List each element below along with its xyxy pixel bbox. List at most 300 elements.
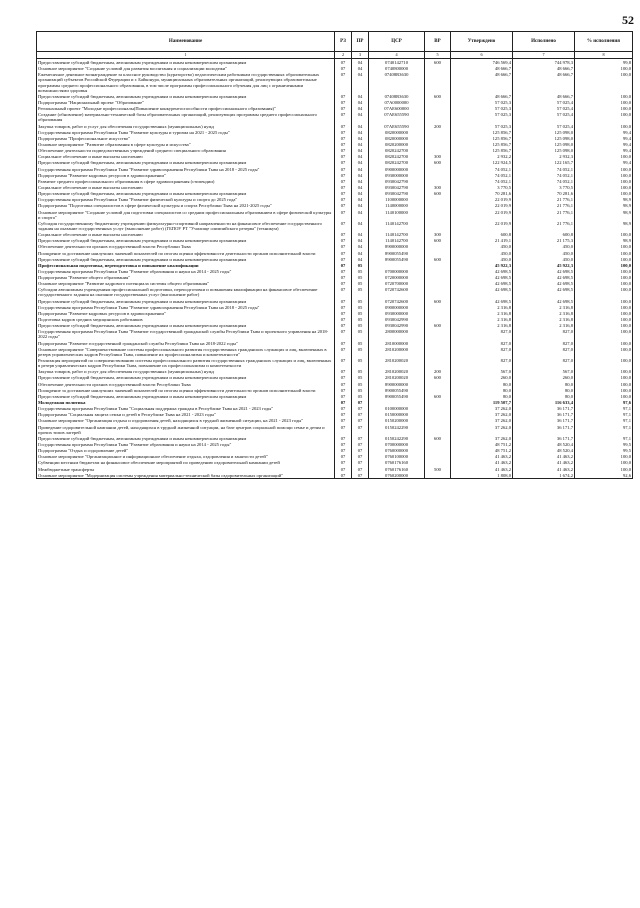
row-percent: 97,6 <box>575 399 633 405</box>
row-executed: 2 316,8 <box>513 322 575 328</box>
row-name: Предоставление субсидий бюджетным, автономным учреждениям и иным некоммерческим организациям <box>37 159 335 165</box>
row-name: Социальное обеспечение и иные выплаты населению <box>37 231 335 237</box>
row-name: Государственная программа Республики Тыва "Развитие образования и науки на 2014 - 2025 годы" <box>37 441 335 447</box>
row-csr: 8900000000 <box>369 381 425 387</box>
row-approved: 37 262,0 <box>451 435 513 441</box>
row-pr: 04 <box>352 202 369 208</box>
table-row <box>37 357 633 368</box>
row-pr: 05 <box>352 298 369 304</box>
row-name: Реализация мероприятий по совершенствованию системы профессионального развития государственных гражданских служащих и лиц, включенных в резерв управленческих кадров Республики Тыва, повышение их профессионализма и компетентности <box>37 357 335 368</box>
row-name: Государственная программа Республики Тыва "Развитие государственной гражданской службы Республики Тыва и проектного управления на 2018-2022 годы" <box>37 328 335 339</box>
row-percent: 100,0 <box>575 286 633 297</box>
row-name: Предоставление субсидий бюджетным, автономным учреждениям и иным некоммерческим организациям <box>37 237 335 243</box>
row-pr: 04 <box>352 166 369 172</box>
row-pr: 07 <box>352 417 369 423</box>
row-executed: 450,0 <box>513 256 575 262</box>
row-percent: 98,9 <box>575 209 633 220</box>
row-vr <box>425 328 451 339</box>
row-csr: 0760176160 <box>369 466 425 472</box>
row-approved: 74 052,1 <box>451 172 513 178</box>
row-csr: 0930042790 <box>369 184 425 190</box>
row-name: Субвенции местным бюджетам на финансовое обеспечение мероприятий по проведению оздоровительной кампании детей <box>37 459 335 465</box>
row-executed: 48 520,4 <box>513 447 575 453</box>
row-name: Подпрограмма "Развитие государственной гражданской службы Республики Тыва на 2018-2022 годы" <box>37 340 335 346</box>
row-pr: 04 <box>352 93 369 99</box>
row-executed: 36 171,7 <box>513 435 575 441</box>
row-percent: 98,9 <box>575 196 633 202</box>
row-percent: 100,0 <box>575 99 633 105</box>
row-pr: 05 <box>352 268 369 274</box>
row-csr: 2810200000 <box>369 346 425 357</box>
row-pr: 04 <box>352 178 369 184</box>
row-rz: 07 <box>335 141 352 147</box>
row-percent: 100,0 <box>575 190 633 196</box>
row-rz: 07 <box>335 190 352 196</box>
row-pr: 04 <box>352 237 369 243</box>
row-csr: 0740800000 <box>369 65 425 71</box>
row-executed: 42 698,5 <box>513 268 575 274</box>
row-approved: 57 025,3 <box>451 105 513 111</box>
row-executed: 74 052,1 <box>513 166 575 172</box>
row-executed: 42 698,5 <box>513 274 575 280</box>
row-rz: 07 <box>335 178 352 184</box>
row-approved: 827,0 <box>451 357 513 368</box>
row-vr: 500 <box>425 466 451 472</box>
row-rz: 07 <box>335 298 352 304</box>
row-rz: 07 <box>335 393 352 399</box>
row-approved: 260,0 <box>451 374 513 380</box>
row-percent: 97,1 <box>575 424 633 435</box>
row-vr: 300 <box>425 153 451 159</box>
row-name: Основное мероприятие "Организационное и информационное обеспечение отдыха, оздоровления и занятости детей" <box>37 453 335 459</box>
row-csr: 0760000000 <box>369 447 425 453</box>
row-rz: 07 <box>335 346 352 357</box>
row-pr: 04 <box>352 190 369 196</box>
row-approved: 450,0 <box>451 243 513 249</box>
row-vr: 600 <box>425 298 451 304</box>
column-number: 6 <box>451 52 513 59</box>
row-approved: 450,0 <box>451 250 513 256</box>
row-approved: 48 666,7 <box>451 93 513 99</box>
row-executed: 1 674,2 <box>513 472 575 479</box>
row-executed: 21 776,1 <box>513 220 575 231</box>
row-pr: 07 <box>352 405 369 411</box>
row-name: Региональный проект "Молодые профессионалы(Повышение конкурентоспособности профессионального образования)" <box>37 105 335 111</box>
row-executed: 116 633,4 <box>513 399 575 405</box>
table-row <box>37 111 633 122</box>
row-name: Основное мероприятие "Развитие кадрового потенциала системы общего образования" <box>37 280 335 286</box>
row-name: Государственная программа Республики Тыва "Развитие здравоохранения Республики Тыва на 2018 - 2025 годы" <box>37 304 335 310</box>
row-percent: 100,0 <box>575 153 633 159</box>
row-percent: 100,0 <box>575 346 633 357</box>
row-executed: 80,0 <box>513 393 575 399</box>
row-csr: 0760200000 <box>369 472 425 479</box>
row-percent: 100,0 <box>575 231 633 237</box>
row-name: Основное мероприятие "Организация отдыха и оздоровления детей, находящихся в трудной жизненной ситуации, на 2021 - 2023 годы" <box>37 417 335 423</box>
row-approved: 42 698,5 <box>451 268 513 274</box>
row-rz: 07 <box>335 328 352 339</box>
row-pr: 04 <box>352 243 369 249</box>
row-csr: 2810200020 <box>369 368 425 374</box>
row-pr: 07 <box>352 424 369 435</box>
row-name: Закупка товаров, работ и услуг для обеспечения государственных (муниципальных) нужд <box>37 123 335 129</box>
row-rz: 07 <box>335 472 352 479</box>
row-percent: 100,0 <box>575 310 633 316</box>
row-pr: 05 <box>352 322 369 328</box>
row-vr: 300 <box>425 231 451 237</box>
row-percent: 100,0 <box>575 328 633 339</box>
row-percent: 100,0 <box>575 280 633 286</box>
row-rz: 07 <box>335 417 352 423</box>
row-approved: 57 025,3 <box>451 123 513 129</box>
row-percent: 100,0 <box>575 322 633 328</box>
row-csr: 0820242700 <box>369 153 425 159</box>
row-name: Государственная программа Республики Тыва "Развитие культуры и туризма на 2021 - 2025 годы" <box>37 129 335 135</box>
row-name: Основное мероприятие "Создание условий для подготовки специалистов со средним профессиональным образованием в сфере физической культуры и спорта" <box>37 209 335 220</box>
row-vr <box>425 209 451 220</box>
row-percent: 92,6 <box>575 472 633 479</box>
row-rz: 07 <box>335 153 352 159</box>
row-rz: 07 <box>335 184 352 190</box>
row-pr: 07 <box>352 466 369 472</box>
column-number: 3 <box>352 52 369 59</box>
row-executed: 3 770,5 <box>513 184 575 190</box>
row-vr: 600 <box>425 190 451 196</box>
row-csr: 0820242700 <box>369 147 425 153</box>
row-name: Субсидии автономным учреждениям профессиональной подготовки, переподготовки и повышения квалификации на финансовое обеспечение государственного задания на оказание государственных услуг (выполнение работ) <box>37 286 335 297</box>
row-rz: 07 <box>335 159 352 165</box>
row-percent: 98,9 <box>575 237 633 243</box>
row-percent: 100,0 <box>575 105 633 111</box>
row-vr: 300 <box>425 184 451 190</box>
row-pr: 04 <box>352 141 369 147</box>
row-csr: 07AE655590 <box>369 111 425 122</box>
row-name: Государственная программа Республики Тыва "Развитие образования и науки на 2014 - 2025 годы" <box>37 268 335 274</box>
row-percent: 99,4 <box>575 135 633 141</box>
row-csr: 0150000000 <box>369 411 425 417</box>
header-csr: ЦСР <box>369 32 425 52</box>
row-csr: 07AE600000 <box>369 105 425 111</box>
row-percent: 100,0 <box>575 262 633 268</box>
row-pr: 05 <box>352 262 369 268</box>
row-name: Подпрограмма "Развитие общего образования" <box>37 274 335 280</box>
row-approved: 42 698,5 <box>451 298 513 304</box>
row-name: Создание (обновление) материально-технической базы образовательных организаций, реализующих программы среднего профессионального образования <box>37 111 335 122</box>
row-csr: 07408R3630 <box>369 93 425 99</box>
table-row <box>37 472 633 479</box>
row-executed: 57 025,4 <box>513 105 575 111</box>
row-approved: 48 666,7 <box>451 65 513 71</box>
row-name: Основное мероприятие "Совершенствование системы профессионального развития государственных гражданских служащих и лиц, включенных в резерв управленческих кадров Республики Тыва, повышение их профессионализма и компетентности" <box>37 346 335 357</box>
row-pr: 07 <box>352 459 369 465</box>
row-vr <box>425 424 451 435</box>
row-rz: 07 <box>335 166 352 172</box>
row-pr: 05 <box>352 357 369 368</box>
row-executed: 41 463,2 <box>513 466 575 472</box>
row-rz: 07 <box>335 268 352 274</box>
row-csr: 0700000000 <box>369 441 425 447</box>
row-executed: 48 666,7 <box>513 71 575 93</box>
row-csr: 0820242700 <box>369 159 425 165</box>
row-approved: 80,0 <box>451 381 513 387</box>
row-percent: 100,0 <box>575 184 633 190</box>
row-percent: 100,0 <box>575 368 633 374</box>
row-rz: 07 <box>335 250 352 256</box>
row-percent: 100,0 <box>575 71 633 93</box>
row-executed: 125 098,0 <box>513 129 575 135</box>
row-executed: 80,0 <box>513 387 575 393</box>
row-rz: 07 <box>335 231 352 237</box>
row-pr: 05 <box>352 310 369 316</box>
row-executed: 36 171,7 <box>513 411 575 417</box>
row-csr: 0820000000 <box>369 129 425 135</box>
row-csr: 0820200000 <box>369 141 425 147</box>
row-executed: 70 281,6 <box>513 190 575 196</box>
row-name: Обеспечение деятельности органов государственной власти Республики Тыва <box>37 381 335 387</box>
row-executed: 2 316,8 <box>513 316 575 322</box>
row-name: Социальное обеспечение и иные выплаты населению <box>37 153 335 159</box>
row-name: Основное мероприятие "Развитие образования в сфере культуры и искусства" <box>37 141 335 147</box>
row-rz: 07 <box>335 196 352 202</box>
row-pr: 07 <box>352 435 369 441</box>
row-pr: 04 <box>352 105 369 111</box>
header-executed: Исполнено <box>513 32 575 52</box>
row-executed: 74 052,1 <box>513 172 575 178</box>
row-name: Подпрограмма "Отдых и оздоровление детей" <box>37 447 335 453</box>
row-approved: 41 463,2 <box>451 453 513 459</box>
row-rz: 07 <box>335 209 352 220</box>
row-approved: 2 932,2 <box>451 153 513 159</box>
row-vr: 600 <box>425 393 451 399</box>
row-approved: 2 316,8 <box>451 316 513 322</box>
row-percent: 99,5 <box>575 441 633 447</box>
row-csr: 0930042990 <box>369 322 425 328</box>
header-name: Наименование <box>37 32 335 52</box>
row-pr: 04 <box>352 250 369 256</box>
row-percent: 100,0 <box>575 93 633 99</box>
row-csr: 1140100000 <box>369 209 425 220</box>
row-pr: 04 <box>352 71 369 93</box>
row-percent: 97,1 <box>575 435 633 441</box>
row-vr: 600 <box>425 93 451 99</box>
row-percent: 100,0 <box>575 298 633 304</box>
row-percent: 98,9 <box>575 202 633 208</box>
row-vr: 600 <box>425 322 451 328</box>
row-name: Подпрограмма "Профессиональное искусство" <box>37 135 335 141</box>
row-pr: 05 <box>352 328 369 339</box>
row-approved: 827,0 <box>451 328 513 339</box>
row-executed: 36 171,7 <box>513 417 575 423</box>
row-rz: 07 <box>335 99 352 105</box>
row-approved: 125 856,7 <box>451 135 513 141</box>
row-approved: 22 019,9 <box>451 202 513 208</box>
row-pr: 04 <box>352 99 369 105</box>
row-pr: 05 <box>352 381 369 387</box>
row-approved: 42 698,5 <box>451 286 513 297</box>
row-name: Предоставление субсидий бюджетным, автономным учреждениям и иным некоммерческим организациям <box>37 322 335 328</box>
table-row <box>37 209 633 220</box>
row-rz: 07 <box>335 304 352 310</box>
row-approved: 57 025,3 <box>451 99 513 105</box>
row-name: Развитие среднего профессионального образования в сфере здравоохранения (стипендии) <box>37 178 335 184</box>
row-rz: 07 <box>335 220 352 231</box>
budget-execution-table <box>36 31 633 479</box>
row-name: Поощрение за достижение наилучших значений показателей по итогам оценки эффективности деятельности органов исполнительной власти <box>37 250 335 256</box>
row-name: Основное мероприятие "Создание условий для развития воспитания и социализации молодежи" <box>37 65 335 71</box>
row-approved: 1 808,0 <box>451 472 513 479</box>
row-csr: 0720700000 <box>369 280 425 286</box>
row-name: Подпрограмма "Национальный проект "Образование" <box>37 99 335 105</box>
row-approved: 125 856,7 <box>451 147 513 153</box>
row-percent: 99,8 <box>575 59 633 66</box>
row-rz: 07 <box>335 93 352 99</box>
row-rz: 07 <box>335 280 352 286</box>
row-rz: 07 <box>335 65 352 71</box>
row-executed: 36 171,7 <box>513 405 575 411</box>
row-percent: 100,0 <box>575 381 633 387</box>
row-name: Поощрение за достижение наилучших значений показателей по итогам оценки эффективности деятельности органов исполнительной власти <box>37 387 335 393</box>
row-name: Проведение оздоровительной кампании детей, находящихся в трудной жизненной ситуации, на базе центров социальной помощи семье и детям и прочих типов лагерей <box>37 424 335 435</box>
row-approved: 2 316,8 <box>451 322 513 328</box>
row-pr: 07 <box>352 399 369 405</box>
row-executed: 125 098,0 <box>513 141 575 147</box>
row-pr: 07 <box>352 472 369 479</box>
row-rz: 07 <box>335 316 352 322</box>
row-executed: 42 698,5 <box>513 298 575 304</box>
row-percent: 99,5 <box>575 447 633 453</box>
row-percent: 99,4 <box>575 141 633 147</box>
row-approved: 80,0 <box>451 387 513 393</box>
row-rz: 07 <box>335 424 352 435</box>
table-body <box>37 59 633 479</box>
row-approved: 41 463,2 <box>451 459 513 465</box>
row-approved: 125 856,7 <box>451 129 513 135</box>
row-name: Подпрограмма "Социальная защита семьи и детей в Республике Тыва на 2021 - 2023 годы" <box>37 411 335 417</box>
row-rz: 07 <box>335 59 352 66</box>
row-csr: 0150242290 <box>369 435 425 441</box>
row-pr: 05 <box>352 274 369 280</box>
row-name: Ежемесячное денежное вознаграждение за классное руководство (кураторство) педагогическим работникам государственных образовательных организаций субъектов Российской Федерации и г. Байконура, муниципальных образовательных организаций, реализующих образовательные программы среднего профессионального образования, в том числе программы профессионального обучения для лиц с ограниченными возможностями здоровья <box>37 71 335 93</box>
row-pr: 05 <box>352 286 369 297</box>
row-executed: 45 922,3 <box>513 262 575 268</box>
row-name: Подпрограмма "Развитие кадровых ресурсов в здравоохранении" <box>37 310 335 316</box>
row-name: Предоставление субсидий бюджетным, автономным учреждениям и иным некоммерческим организациям <box>37 393 335 399</box>
row-csr: 8900055490 <box>369 387 425 393</box>
row-pr: 04 <box>352 135 369 141</box>
row-vr <box>425 71 451 93</box>
row-name: Профессиональная подготовка, переподготовка и повышение квалификации <box>37 262 335 268</box>
row-csr: 0900000000 <box>369 304 425 310</box>
row-name: Подпрограмма "Подготовка специалистов в сфере физической культуры и спорта Республики Тыва на 2021-2025 годы" <box>37 202 335 208</box>
row-rz: 07 <box>335 368 352 374</box>
row-pr: 04 <box>352 196 369 202</box>
row-vr: 600 <box>425 435 451 441</box>
row-vr <box>425 346 451 357</box>
row-name: Межбюджетные трансферты <box>37 466 335 472</box>
row-name: Предоставление субсидий бюджетным, автономным учреждениям и иным некоммерческим организациям <box>37 93 335 99</box>
table-row <box>37 424 633 435</box>
row-approved: 70 281,6 <box>451 190 513 196</box>
row-pr: 07 <box>352 447 369 453</box>
row-csr: 0760176160 <box>369 459 425 465</box>
column-number-row <box>37 52 633 59</box>
column-number: 7 <box>513 52 575 59</box>
header-vr: ВР <box>425 32 451 52</box>
row-rz: 07 <box>335 374 352 380</box>
row-rz: 07 <box>335 105 352 111</box>
row-rz: 07 <box>335 411 352 417</box>
row-csr: 0930000000 <box>369 310 425 316</box>
row-executed: 567,0 <box>513 368 575 374</box>
row-executed: 827,0 <box>513 328 575 339</box>
row-executed: 21 776,1 <box>513 196 575 202</box>
row-pr: 04 <box>352 159 369 165</box>
row-name: Предоставление субсидий бюджетным, автономным учреждениям и иным некоммерческим организациям <box>37 190 335 196</box>
row-name: Обеспечение деятельности подведомственных учреждений среднего специального образования <box>37 147 335 153</box>
header-pr: ПР <box>352 32 369 52</box>
row-percent: 100,0 <box>575 466 633 472</box>
row-percent: 100,0 <box>575 250 633 256</box>
row-vr: 600 <box>425 374 451 380</box>
page-number: 52 <box>622 13 634 27</box>
row-csr: 07A0000000 <box>369 99 425 105</box>
row-rz: 07 <box>335 435 352 441</box>
row-approved: 37 262,0 <box>451 417 513 423</box>
row-name: Основное мероприятие "Модернизация системы учреждения материально-технической базы оздоровительных организаций" <box>37 472 335 479</box>
row-approved: 125 856,7 <box>451 141 513 147</box>
row-vr: 200 <box>425 123 451 129</box>
row-executed: 41 463,2 <box>513 453 575 459</box>
row-pr: 05 <box>352 368 369 374</box>
row-percent: 100,0 <box>575 374 633 380</box>
row-approved: 41 463,2 <box>451 466 513 472</box>
row-executed: 48 666,7 <box>513 65 575 71</box>
row-rz: 07 <box>335 256 352 262</box>
row-percent: 100,0 <box>575 453 633 459</box>
table-row <box>37 346 633 357</box>
row-percent: 100,0 <box>575 340 633 346</box>
row-csr: 0720742600 <box>369 298 425 304</box>
row-approved: 37 262,0 <box>451 405 513 411</box>
row-rz: 07 <box>335 129 352 135</box>
row-csr: 0720000000 <box>369 274 425 280</box>
column-number: 2 <box>335 52 352 59</box>
row-approved: 827,0 <box>451 346 513 357</box>
row-executed: 125 098,0 <box>513 147 575 153</box>
row-approved: 22 019,9 <box>451 196 513 202</box>
table-row <box>37 59 633 66</box>
row-pr: 05 <box>352 346 369 357</box>
row-approved: 57 025,3 <box>451 111 513 122</box>
row-approved: 827,0 <box>451 340 513 346</box>
row-pr: 04 <box>352 123 369 129</box>
row-csr: 0700000000 <box>369 268 425 274</box>
row-pr: 04 <box>352 129 369 135</box>
row-approved: 2 316,8 <box>451 304 513 310</box>
row-approved: 74 052,1 <box>451 178 513 184</box>
row-percent: 100,0 <box>575 178 633 184</box>
row-percent: 100,0 <box>575 304 633 310</box>
row-rz: 07 <box>335 459 352 465</box>
row-name: Предоставление субсидий бюджетным, автономным учреждениям и иным некоммерческим организациям <box>37 59 335 66</box>
row-approved: 22 019,9 <box>451 209 513 220</box>
row-name: Субсидия государственному бюджетному учреждению физкультурно-спортивной направленности на финансовое обеспечение государственного задания на оказание государственных услуг (выполнение работ) (ГБПОУ РТ "Училище олимпийского резерва" (техникум) <box>37 220 335 231</box>
row-rz: 07 <box>335 466 352 472</box>
row-executed: 827,0 <box>513 357 575 368</box>
row-csr: 2810000000 <box>369 340 425 346</box>
row-pr: 04 <box>352 231 369 237</box>
row-approved: 450,0 <box>451 256 513 262</box>
